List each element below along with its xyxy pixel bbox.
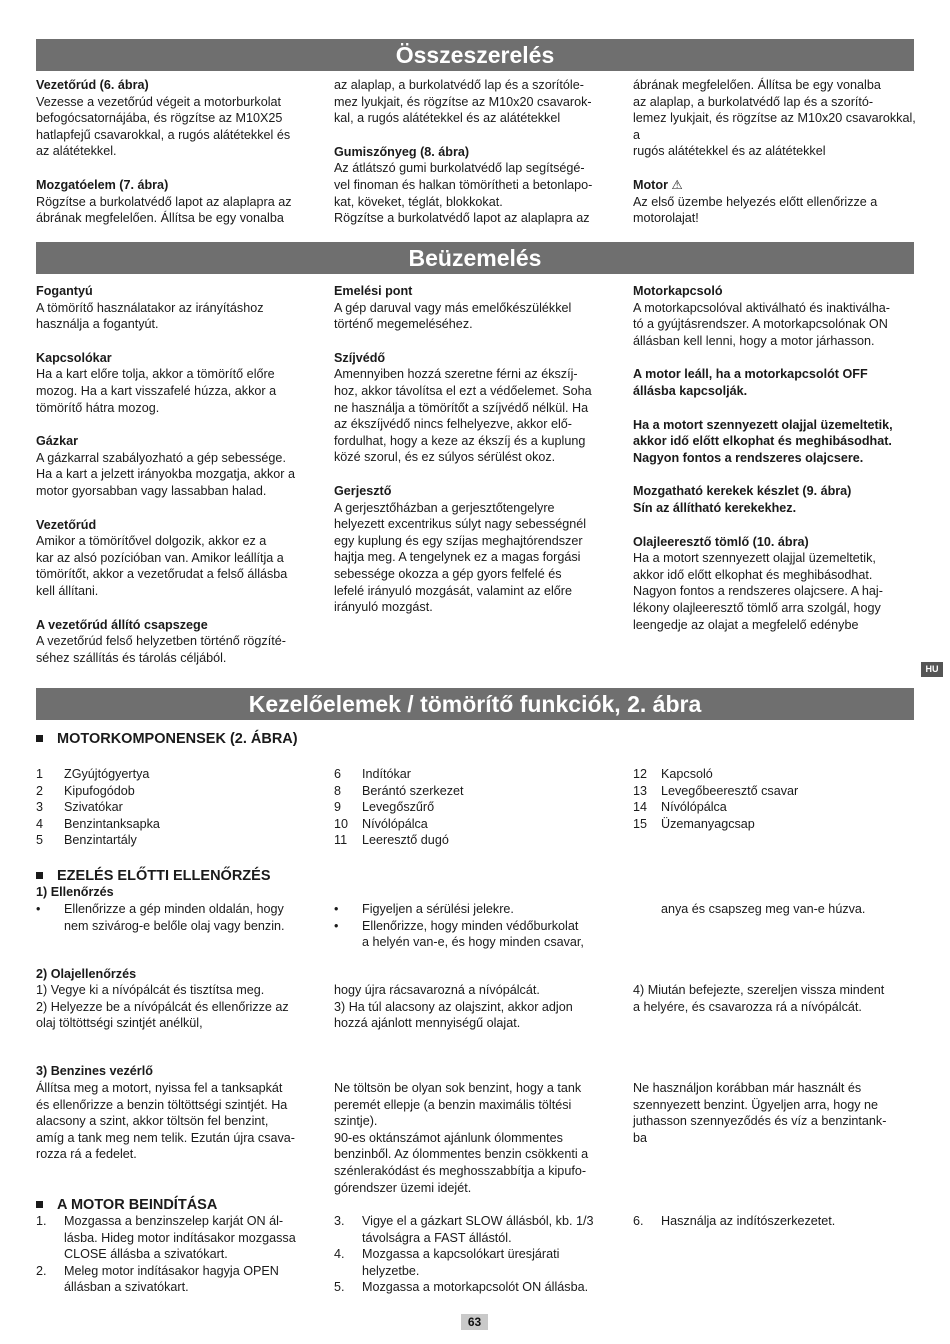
text-line: irányuló mozgást. <box>334 600 433 615</box>
component-label: Leeresztő dugó <box>362 833 449 848</box>
engine-start-steps-3 <box>633 1213 918 1230</box>
text-line: Mozgassa a motorkapcsolót ON állásba. <box>362 1280 589 1295</box>
text-line: Ellenőrizze a gép minden oldalán, hogy <box>64 902 284 916</box>
component-label: Indítókar <box>362 767 412 781</box>
block-heading: Gázkar <box>36 434 79 449</box>
component-item <box>633 816 918 833</box>
step-number: 5. <box>334 1280 345 1295</box>
bullet-icon: • <box>334 902 339 916</box>
text-line: amíg a tank meg nem telik. Ezután újra csava- <box>36 1130 295 1145</box>
bullet-item <box>334 918 624 951</box>
step-text <box>362 1213 593 1246</box>
block-heading: Motor ⚠ <box>633 177 683 192</box>
text-line: A gép daruval vagy más emelőkészülékkel <box>334 300 572 315</box>
text-line: 2) Helyezze be a nívópálcát és ellenőrizze az <box>36 999 289 1014</box>
step-number: 1. <box>36 1214 47 1228</box>
text-block <box>334 77 624 127</box>
block-heading: Fogantyú <box>36 284 93 298</box>
text-line: leengedje az olajat a megfelelő edénybe <box>633 617 859 632</box>
text-line: Ha a kart előre tolja, akkor a tömörítő előre <box>36 367 275 382</box>
text-block <box>633 417 918 467</box>
component-item <box>633 783 918 800</box>
text-line: A motorkapcsolóval aktiválható és inaktiválha- <box>633 300 890 315</box>
text-line: nem szivárog-e belőle olaj vagy benzin. <box>64 918 285 933</box>
component-number: 10 <box>334 816 349 831</box>
text-line: anya és csapszeg meg van-e húzva. <box>661 902 866 916</box>
text-line: tó a gyújtásrendszer. A motorkapcsolónak ON <box>633 317 888 332</box>
component-number: 6 <box>334 767 342 781</box>
text-line: közé szorul, és ez súlyos sérülést okoz. <box>334 450 556 465</box>
component-label: Levegőszűrő <box>362 800 435 815</box>
text-line: egy kuplung és egy szíjas meghajtórendszer <box>334 533 583 548</box>
text-line: az alátétekkel. <box>36 144 117 159</box>
bullet-icon: • <box>334 918 339 933</box>
step-number: 4. <box>334 1247 345 1262</box>
text-line: mez lyukjait, és rögzítse az M10x20 csavarok- <box>334 94 592 109</box>
component-item <box>334 766 624 783</box>
section-title-controls: Kezelőelemek / tömörítő funkciók, 2. ábra <box>36 688 914 720</box>
text-line: szénlerakódást és meghosszabbítja a kipufo- <box>334 1163 587 1178</box>
text-line: motorolajat! <box>633 211 699 226</box>
text-block <box>36 283 321 333</box>
text-block <box>633 483 918 516</box>
page-number: 63 <box>461 1314 488 1330</box>
text-line: ábrának megfelelően. Állítsa be egy vonalba <box>36 211 284 226</box>
component-label: Berántó szerkezet <box>362 783 464 798</box>
section-title-assembly: Összeszerelés <box>36 39 914 71</box>
component-number: 5 <box>36 833 44 848</box>
check1-column-3 <box>661 901 918 918</box>
component-number: 3 <box>36 800 44 815</box>
check1-column-1 <box>36 901 321 934</box>
text-block <box>36 350 321 416</box>
assembly-column-2 <box>334 77 624 227</box>
step-text <box>64 1213 296 1263</box>
bullet-text <box>362 918 584 951</box>
text-line: Vigye el a gázkart SLOW állásból, kb. 1/3 <box>362 1214 594 1228</box>
step-number: 3. <box>334 1214 345 1228</box>
component-number: 2 <box>36 783 44 798</box>
text-line: kat, köveket, téglát, blokkokat. <box>334 194 503 209</box>
bullet-text <box>64 901 285 934</box>
text-line: alacsony a szint, akkor töltsön fel benzint, <box>36 1114 269 1129</box>
component-number: 1 <box>36 767 44 781</box>
component-item <box>334 816 624 833</box>
step-text <box>362 1279 588 1296</box>
engine-start-steps-1 <box>36 1213 321 1296</box>
component-number: 13 <box>633 783 648 798</box>
text-line: kar az alsó pozícióban van. Amikor leállítja a <box>36 550 284 565</box>
step-text <box>362 1246 559 1279</box>
text-line: Vezesse a vezetőrúd végeit a motorburkolat <box>36 94 282 109</box>
check3-column-2 <box>334 1080 624 1196</box>
text-line: szennyezett benzint. Ügyeljen arra, hogy ne <box>633 1097 879 1112</box>
step-number: 6. <box>633 1214 644 1228</box>
bullet-icon: • <box>36 902 41 916</box>
text-line: lemez lyukjait, és rögzítse az M10x20 csavarokkal, a <box>633 111 916 142</box>
text-line: ne használja a tömörítőt a szíjvédő nélkül. Ha <box>334 400 589 415</box>
text-line: ábrának megfelelően. Állítsa be egy vonalba <box>633 78 881 92</box>
component-label: Levegőbeeresztő csavar <box>661 783 799 798</box>
text-line: állásban a szivatókart. <box>64 1280 189 1295</box>
text-line: kal, a rugós alátétekkel és az alátétekkel <box>334 111 561 126</box>
component-number: 11 <box>334 833 348 848</box>
bold-text-line: Mozgatható kerekek készlet (9. ábra) <box>633 484 852 499</box>
block-heading: Szíjvédő <box>334 350 386 365</box>
text-line: Meleg motor indításakor hagyja OPEN <box>64 1263 279 1278</box>
component-label: Kapcsoló <box>661 767 713 781</box>
components-list-3 <box>633 766 918 832</box>
block-heading: Gumiszőnyeg (8. ábra) <box>334 144 470 159</box>
commissioning-column-2 <box>334 283 624 616</box>
square-bullet-icon <box>36 872 43 879</box>
text-line: motor gyorsabban vagy lassabban halad. <box>36 483 267 498</box>
block-heading: Olajleeresztő tömlő (10. ábra) <box>633 534 809 549</box>
text-line: tömörítőt, akkor a vezetőrudat a felső állásba <box>36 567 288 582</box>
language-tab: HU <box>921 662 943 677</box>
component-item <box>334 832 624 849</box>
text-block <box>633 77 918 160</box>
component-item <box>633 799 918 816</box>
step-text <box>661 1213 835 1230</box>
step-item <box>36 1213 321 1263</box>
text-line: peremét ellepje (a benzin maximális töltési <box>334 1097 572 1112</box>
text-line: rugós alátétekkel és az alátétekkel <box>633 144 826 159</box>
text-line: lékony olajleeresztő tömlő arra szolgál, hogy <box>633 600 881 615</box>
check2-column-2 <box>334 982 624 1032</box>
text-line: ba <box>633 1130 648 1145</box>
assembly-column-1 <box>36 77 321 227</box>
text-line: Ellenőrizze, hogy minden védőburkolat <box>362 918 579 933</box>
text-line: sebessége okozza a gép gyors felfelé és <box>334 566 562 581</box>
step-text <box>64 1263 279 1296</box>
component-item <box>36 766 321 783</box>
text-line: Az átlátszó gumi burkolatvédő lap segítségé- <box>334 161 585 176</box>
text-line: Ha a motort szennyezett olajjal üzemeltetik, <box>633 551 876 566</box>
text-line: vel finoman és halkan tömörítheti a betonlapo- <box>334 177 593 192</box>
text-line: Nagyon fontos a rendszeres olajcsere. A haj- <box>633 584 883 599</box>
bold-text-line: Ha a motort szennyezett olajjal üzemeltetik, <box>633 417 893 432</box>
text-line: az ékszíjvédő nincs felhelyezve, akkor elő- <box>334 417 572 432</box>
text-line: távolságra a FAST állástól. <box>362 1230 512 1245</box>
text-block <box>633 283 918 349</box>
component-number: 8 <box>334 783 342 798</box>
text-line: Rögzítse a burkolatvédő lapot az alaplapra az <box>36 194 292 209</box>
text-line: Az első üzembe helyezés előtt ellenőrizze a <box>633 194 878 209</box>
text-line: olaj töltöttségi szintjét anélkül, <box>36 1016 203 1031</box>
components-list-1 <box>36 766 321 849</box>
step-item <box>334 1279 624 1296</box>
bullet-item <box>334 901 624 918</box>
section-title-commissioning: Beüzemelés <box>36 242 914 274</box>
bold-text-line: Nagyon fontos a rendszeres olajcsere. <box>633 450 864 465</box>
commissioning-column-1 <box>36 283 321 666</box>
text-line: lásba. Hideg motor indításakor mozgassa <box>64 1230 296 1245</box>
text-line: 3) Ha túl alacsony az olajszint, akkor adjon <box>334 999 573 1014</box>
component-number: 9 <box>334 800 342 815</box>
block-heading: Vezetőrúd <box>36 517 97 532</box>
block-heading: Gerjesztő <box>334 483 392 498</box>
check2-title: 2) Olajellenőrzés <box>36 967 137 981</box>
text-line: Ne használjon korábban már használt és <box>633 1081 862 1095</box>
component-label: Üzemanyagcsap <box>661 816 755 831</box>
block-heading: Motorkapcsoló <box>633 284 723 298</box>
text-line: Használja az indítószerkezetet. <box>661 1214 836 1228</box>
bold-text-line: A motor leáll, ha a motorkapcsolót OFF <box>633 367 868 382</box>
square-bullet-icon <box>36 735 43 742</box>
text-line: Ne töltsön be olyan sok benzint, hogy a tank <box>334 1081 582 1095</box>
block-heading: A vezetőrúd állító csapszege <box>36 617 208 632</box>
text-line: 90-es oktánszámot ajánlunk ólommentes <box>334 1130 563 1145</box>
text-line: akkor idő előtt elkophat és meghibásodhat. <box>633 567 873 582</box>
component-item <box>36 832 321 849</box>
component-item <box>334 783 624 800</box>
components-list-2 <box>334 766 624 849</box>
step-number: 2. <box>36 1263 47 1278</box>
text-line: hogy újra rácsavarozná a nívópálcát. <box>334 983 540 997</box>
text-line: rozza rá a fedelet. <box>36 1147 137 1162</box>
text-line: mozog. Ha a kart visszafelé húzza, akkor a <box>36 383 277 398</box>
text-line: Rögzítse a burkolatvédő lapot az alaplapra az <box>334 211 590 226</box>
text-block <box>36 177 321 227</box>
component-number: 14 <box>633 800 648 815</box>
step-item <box>633 1213 918 1230</box>
component-item <box>36 783 321 800</box>
text-line: Figyeljen a sérülési jelekre. <box>362 902 514 916</box>
text-line: használja a fogantyút. <box>36 317 159 332</box>
text-line: 4) Miután befejezte, szereljen vissza mindent <box>633 983 885 997</box>
text-block <box>36 433 321 499</box>
commissioning-column-3 <box>633 283 918 633</box>
checks-heading: EZELÉS ELŐTTI ELLENŐRZÉS <box>36 867 271 885</box>
check3-title: 3) Benzines vezérlő <box>36 1064 153 1078</box>
step-item <box>334 1213 624 1246</box>
check2-column-3 <box>633 982 918 1015</box>
component-item <box>633 766 918 783</box>
text-block <box>334 483 624 616</box>
bullet-item <box>36 901 321 934</box>
text-line: hajtja meg. A tengelynek ez a magas forgási <box>334 550 581 565</box>
block-heading: Emelési pont <box>334 284 413 298</box>
text-line: A tömörítő használatakor az irányításhoz <box>36 300 264 315</box>
block-heading: Kapcsolókar <box>36 350 112 365</box>
text-line: lefelé irányuló mozgását, valamint az előre <box>334 583 573 598</box>
component-item <box>36 816 321 833</box>
bold-text-line: akkor idő előtt elkophat és meghibásodhat. <box>633 434 892 449</box>
text-block <box>633 366 918 399</box>
component-label: Nívólópálca <box>362 816 428 831</box>
text-block <box>633 177 918 227</box>
text-line: szintje). <box>334 1114 378 1129</box>
bold-text-line: állásba kapcsolják. <box>633 383 748 398</box>
step-item <box>36 1263 321 1296</box>
text-line: A vezetőrúd felső helyzetben történő rögzíté- <box>36 634 286 649</box>
square-bullet-icon <box>36 1201 43 1208</box>
text-line: hatlapfejű csavarokkal, a rugós alátétekkel és <box>36 127 291 142</box>
component-label: Benzintanksapka <box>64 816 160 831</box>
check3-column-3 <box>633 1080 918 1146</box>
text-block <box>36 517 321 600</box>
text-line: Mozgassa a benzinszelep karját ON ál- <box>64 1214 284 1228</box>
text-line: séhez szállítás és tárolás céljából. <box>36 650 227 665</box>
text-line: fordulhat, hogy a keze az ékszíj és a kuplung <box>334 433 586 448</box>
text-line: a helyére, és csavarozza rá a nívópálcát. <box>633 999 862 1014</box>
text-line: tömörítő hátra mozog. <box>36 400 160 415</box>
text-line: Amennyiben hozzá szeretne férni az ékszíj- <box>334 367 578 382</box>
step-item <box>334 1246 624 1279</box>
text-line: benzinből. Az ólommentes benzin csökkenti a <box>334 1147 589 1162</box>
text-block <box>334 283 624 333</box>
text-block <box>334 144 624 227</box>
text-line: kell állítani. <box>36 583 99 598</box>
text-line: történő megemeléséhez. <box>334 317 473 332</box>
block-heading: Vezetőrúd (6. ábra) <box>36 78 149 92</box>
block-heading: Mozgatóelem (7. ábra) <box>36 177 169 192</box>
component-label: Kipufogódob <box>64 783 135 798</box>
text-line: helyzetbe. <box>362 1263 420 1278</box>
component-number: 4 <box>36 816 44 831</box>
text-line: Ha a kart a jelzett irányokba mozgatja, akkor a <box>36 467 295 482</box>
text-line: hozzá ajánlott mennyiségű olajat. <box>334 1016 521 1031</box>
engine-start-heading: A MOTOR BEINDÍTÁSA <box>36 1196 217 1214</box>
components-heading: MOTORKOMPONENSEK (2. ÁBRA) <box>36 730 298 748</box>
text-block <box>36 77 321 160</box>
text-line: helyezett excentrikus súlyt nagy sebességnél <box>334 517 587 532</box>
text-line: az alaplap, a burkolatvédő lap és a szorító- <box>633 94 874 109</box>
text-block <box>36 617 321 667</box>
component-number: 15 <box>633 816 648 831</box>
engine-start-steps-2 <box>334 1213 624 1296</box>
text-line: A gázkarral szabályozható a gép sebessége. <box>36 450 286 465</box>
text-line: Amikor a tömörítővel dolgozik, akkor ez a <box>36 534 267 549</box>
bullet-text <box>362 901 514 918</box>
text-line: a helyén van-e, és hogy minden csavar, <box>362 935 584 950</box>
check1-title: 1) Ellenőrzés <box>36 885 114 899</box>
component-item <box>334 799 624 816</box>
text-block <box>334 350 624 466</box>
text-line: 1) Vegye ki a nívópálcát és tisztítsa meg. <box>36 983 265 997</box>
text-line: hoz, akkor távolítsa el ezt a védőelemet. Soha <box>334 383 592 398</box>
component-number: 12 <box>633 767 648 781</box>
text-line: Mozgassa a kapcsolókart üresjárati <box>362 1247 560 1262</box>
component-label: ZGyújtógyertya <box>64 767 150 781</box>
text-block <box>633 534 918 634</box>
component-label: Nívólópálca <box>661 800 727 815</box>
component-item <box>36 799 321 816</box>
check3-column-1 <box>36 1080 321 1163</box>
text-line: A gerjesztőházban a gerjesztőtengelyre <box>334 500 555 515</box>
text-line: és ellenőrizze a benzin töltöttségi szintjét. Ha <box>36 1097 288 1112</box>
text-line: állásban kell lenni, hogy a motor járhasson. <box>633 333 875 348</box>
text-line: Állítsa meg a motort, nyissa fel a tanksapkát <box>36 1081 283 1095</box>
text-line: juthasson szennyeződés és víz a benzintank- <box>633 1114 887 1129</box>
text-line: CLOSE állásba a szivatókart. <box>64 1247 228 1262</box>
component-label: Szivatókar <box>64 800 123 815</box>
assembly-column-3 <box>633 77 918 227</box>
text-line: befogócsatornájába, és rögzítse az M10X25 <box>36 111 283 126</box>
component-label: Benzintartály <box>64 833 137 848</box>
bold-text-line: Sín az állítható kerekekhez. <box>633 500 797 515</box>
check2-column-1 <box>36 982 321 1032</box>
text-line: az alaplap, a burkolatvédő lap és a szorítóle- <box>334 78 584 92</box>
text-line: górendszer üzemi idejét. <box>334 1180 472 1195</box>
check1-column-2 <box>334 901 624 951</box>
